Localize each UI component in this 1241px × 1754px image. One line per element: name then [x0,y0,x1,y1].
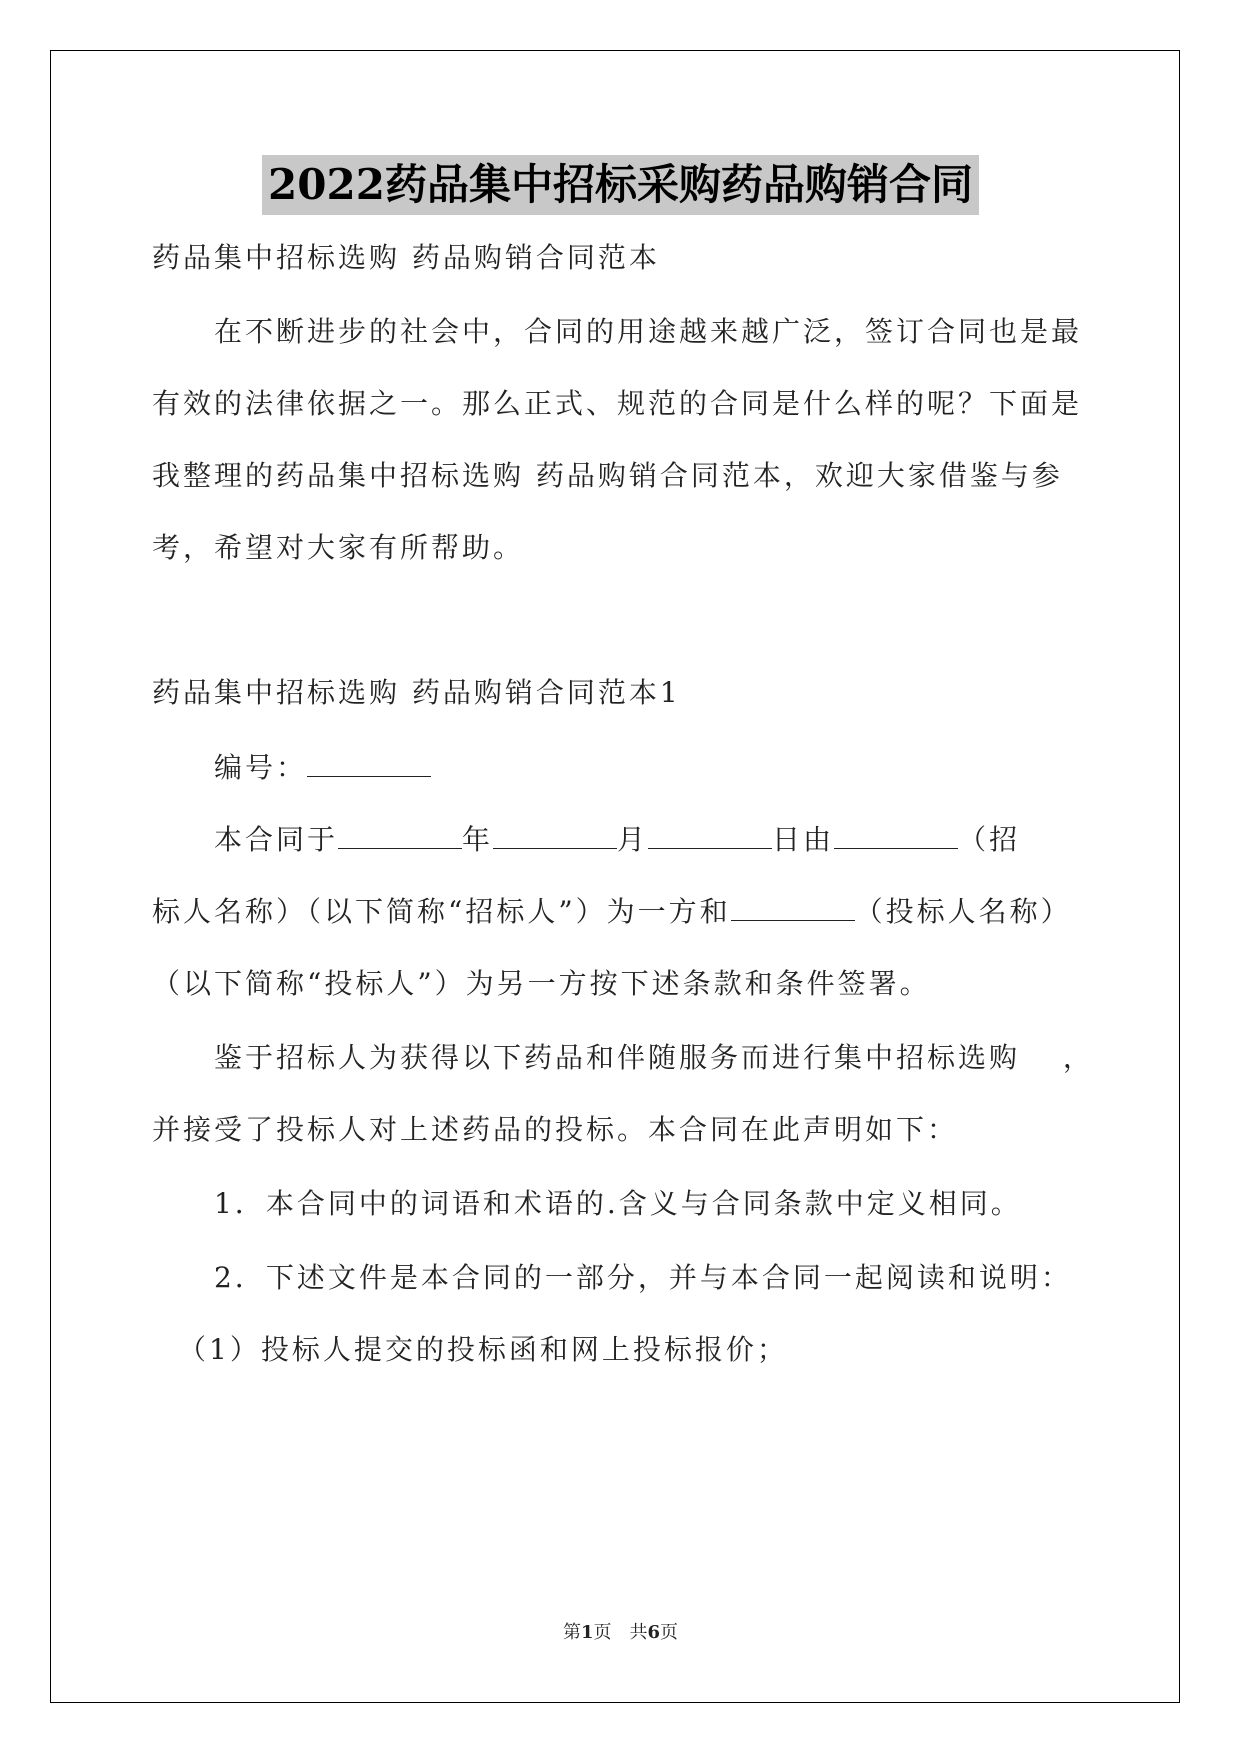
page-footer [0,1618,1241,1644]
parties-prefix: 标人名称）（以下简称“招标人”）为一方和 [152,895,731,928]
number-blank[interactable] [307,750,431,777]
date-prefix: 本合同于 [214,823,339,856]
day-by-label: 日由 [772,823,835,856]
title-container [0,155,1241,215]
contract-date-line [214,820,1154,860]
clause-2: 2．下述文件是本合同的一部分，并与本合同一起阅读和说明： [214,1261,1072,1294]
year-label: 年 [462,823,494,856]
page-border [50,50,1180,1703]
day-blank[interactable] [648,822,772,849]
parties-suffix: （投标人名称） [854,895,1072,928]
footer-page-suffix: 页 [660,1622,679,1643]
footer-page-prefix: 第 [562,1622,581,1643]
intro-line-2: 有效的法律依据之一。那么正式、规范的合同是什么样的呢？下面是 [152,387,1083,420]
intro-line-3: 我整理的药品集中招标选购 药品购销合同范本，欢迎大家借鉴与参 [152,459,1063,492]
subtitle: 药品集中招标选购 药品购销合同范本 [152,241,660,274]
footer-page-number: 1 [580,1622,594,1643]
bidder-name-blank[interactable] [731,894,855,921]
intro-line-4: 考，希望对大家有所帮助。 [152,531,525,564]
month-blank[interactable] [493,822,617,849]
footer-page-total: 6 [647,1622,661,1643]
tenderer-name-blank[interactable] [834,822,958,849]
section-heading: 药品集中招标选购 药品购销合同范本1 [152,676,681,709]
document-title: 2022药品集中招标采购药品购销合同 [262,155,979,215]
number-line [214,748,1154,788]
year-blank[interactable] [338,822,462,849]
date-suffix: （招 [958,823,1021,856]
parties-line-2: （以下简称“投标人”）为另一方按下述条款和条件签署。 [152,967,931,1000]
intro-line-1: 在不断进步的社会中，合同的用途越来越广泛，签订合同也是最 [214,315,1083,348]
parties-line-1 [152,892,1092,932]
footer-page-mid: 页 共 [593,1622,648,1643]
number-label: 编号： [214,751,308,784]
clause-2-item-1: （1）投标人提交的投标函和网上投标报价； [178,1333,788,1366]
month-label: 月 [617,823,649,856]
whereas-line-2: 并接受了投标人对上述药品的投标。本合同在此声明如下： [152,1113,959,1146]
whereas-line-1: 鉴于招标人为获得以下药品和伴随服务而进行集中招标选购 ， [214,1041,1094,1074]
clause-1: 1．本合同中的词语和术语的.含义与合同条款中定义相同。 [214,1187,1022,1220]
